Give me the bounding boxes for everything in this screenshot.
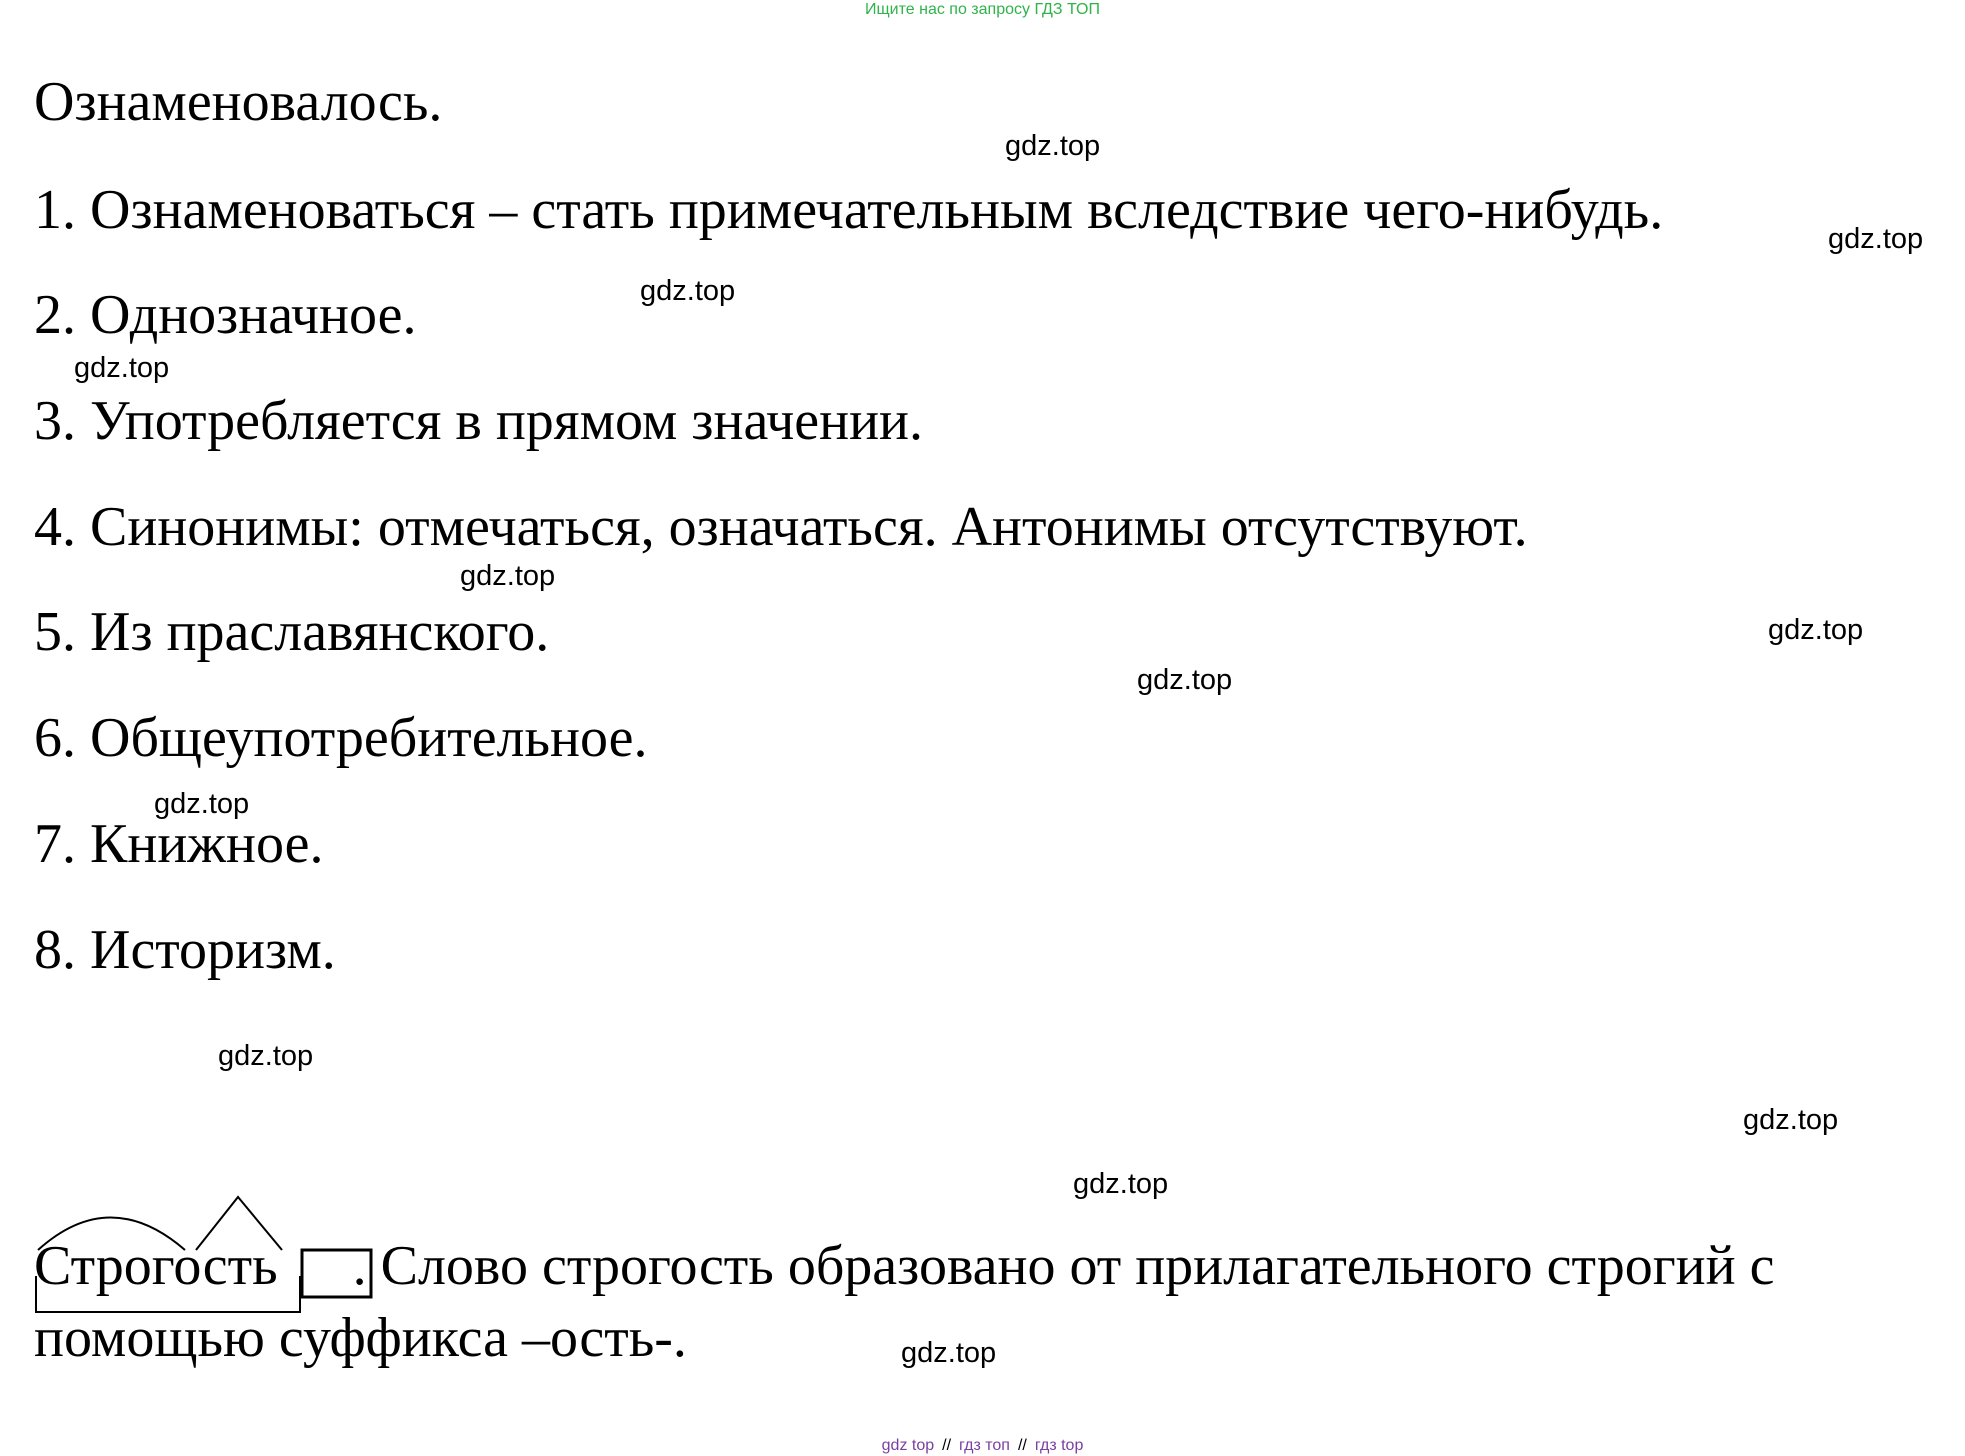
footer-separator: //: [942, 1437, 952, 1454]
watermark: gdz.top: [1743, 1104, 1839, 1136]
footer-banner: [0, 1437, 1965, 1455]
item-3: 3. Употребляется в прямом значении.: [34, 390, 923, 452]
watermark: gdz.top: [1073, 1168, 1169, 1200]
watermark: gdz.top: [218, 1040, 314, 1072]
watermark: gdz.top: [901, 1337, 997, 1369]
top-banner: Ищите нас по запросу ГДЗ ТОП: [865, 1, 1100, 18]
item-6: 6. Общеупотребительное.: [34, 707, 648, 769]
analysis-text: . Слово строгость образовано от прилагательного строгий с: [352, 1235, 1775, 1297]
footer-separator: //: [1017, 1437, 1027, 1454]
item-7: 7. Книжное.: [34, 813, 324, 875]
watermark: gdz.top: [640, 275, 736, 307]
watermark: gdz.top: [1005, 130, 1101, 162]
analysis-line-1: [34, 1234, 1774, 1298]
footer-part: гдз топ: [959, 1437, 1010, 1454]
watermark: gdz.top: [74, 352, 170, 384]
item-2: 2. Однозначное.: [34, 284, 417, 346]
footer-part: gdz top: [881, 1437, 935, 1454]
watermark: gdz.top: [1137, 664, 1233, 696]
footer-part: гдз top: [1034, 1437, 1084, 1454]
item-8: 8. Историзм.: [34, 919, 336, 981]
analysis-word: Строгость: [34, 1235, 278, 1297]
watermark: gdz.top: [154, 788, 250, 820]
item-4: 4. Синонимы: отмечаться, означаться. Антонимы отсутствуют.: [34, 496, 1528, 558]
watermark: gdz.top: [1828, 223, 1924, 255]
watermark: gdz.top: [460, 560, 556, 592]
item-1: 1. Ознаменоваться – стать примечательным вследствие чего-нибудь.: [34, 179, 1664, 241]
item-5: 5. Из праславянского.: [34, 601, 550, 663]
watermark: gdz.top: [1768, 614, 1864, 646]
title: Ознаменовалось.: [34, 71, 443, 133]
analysis-line-2: помощью суффикса –ость-.: [34, 1307, 687, 1369]
